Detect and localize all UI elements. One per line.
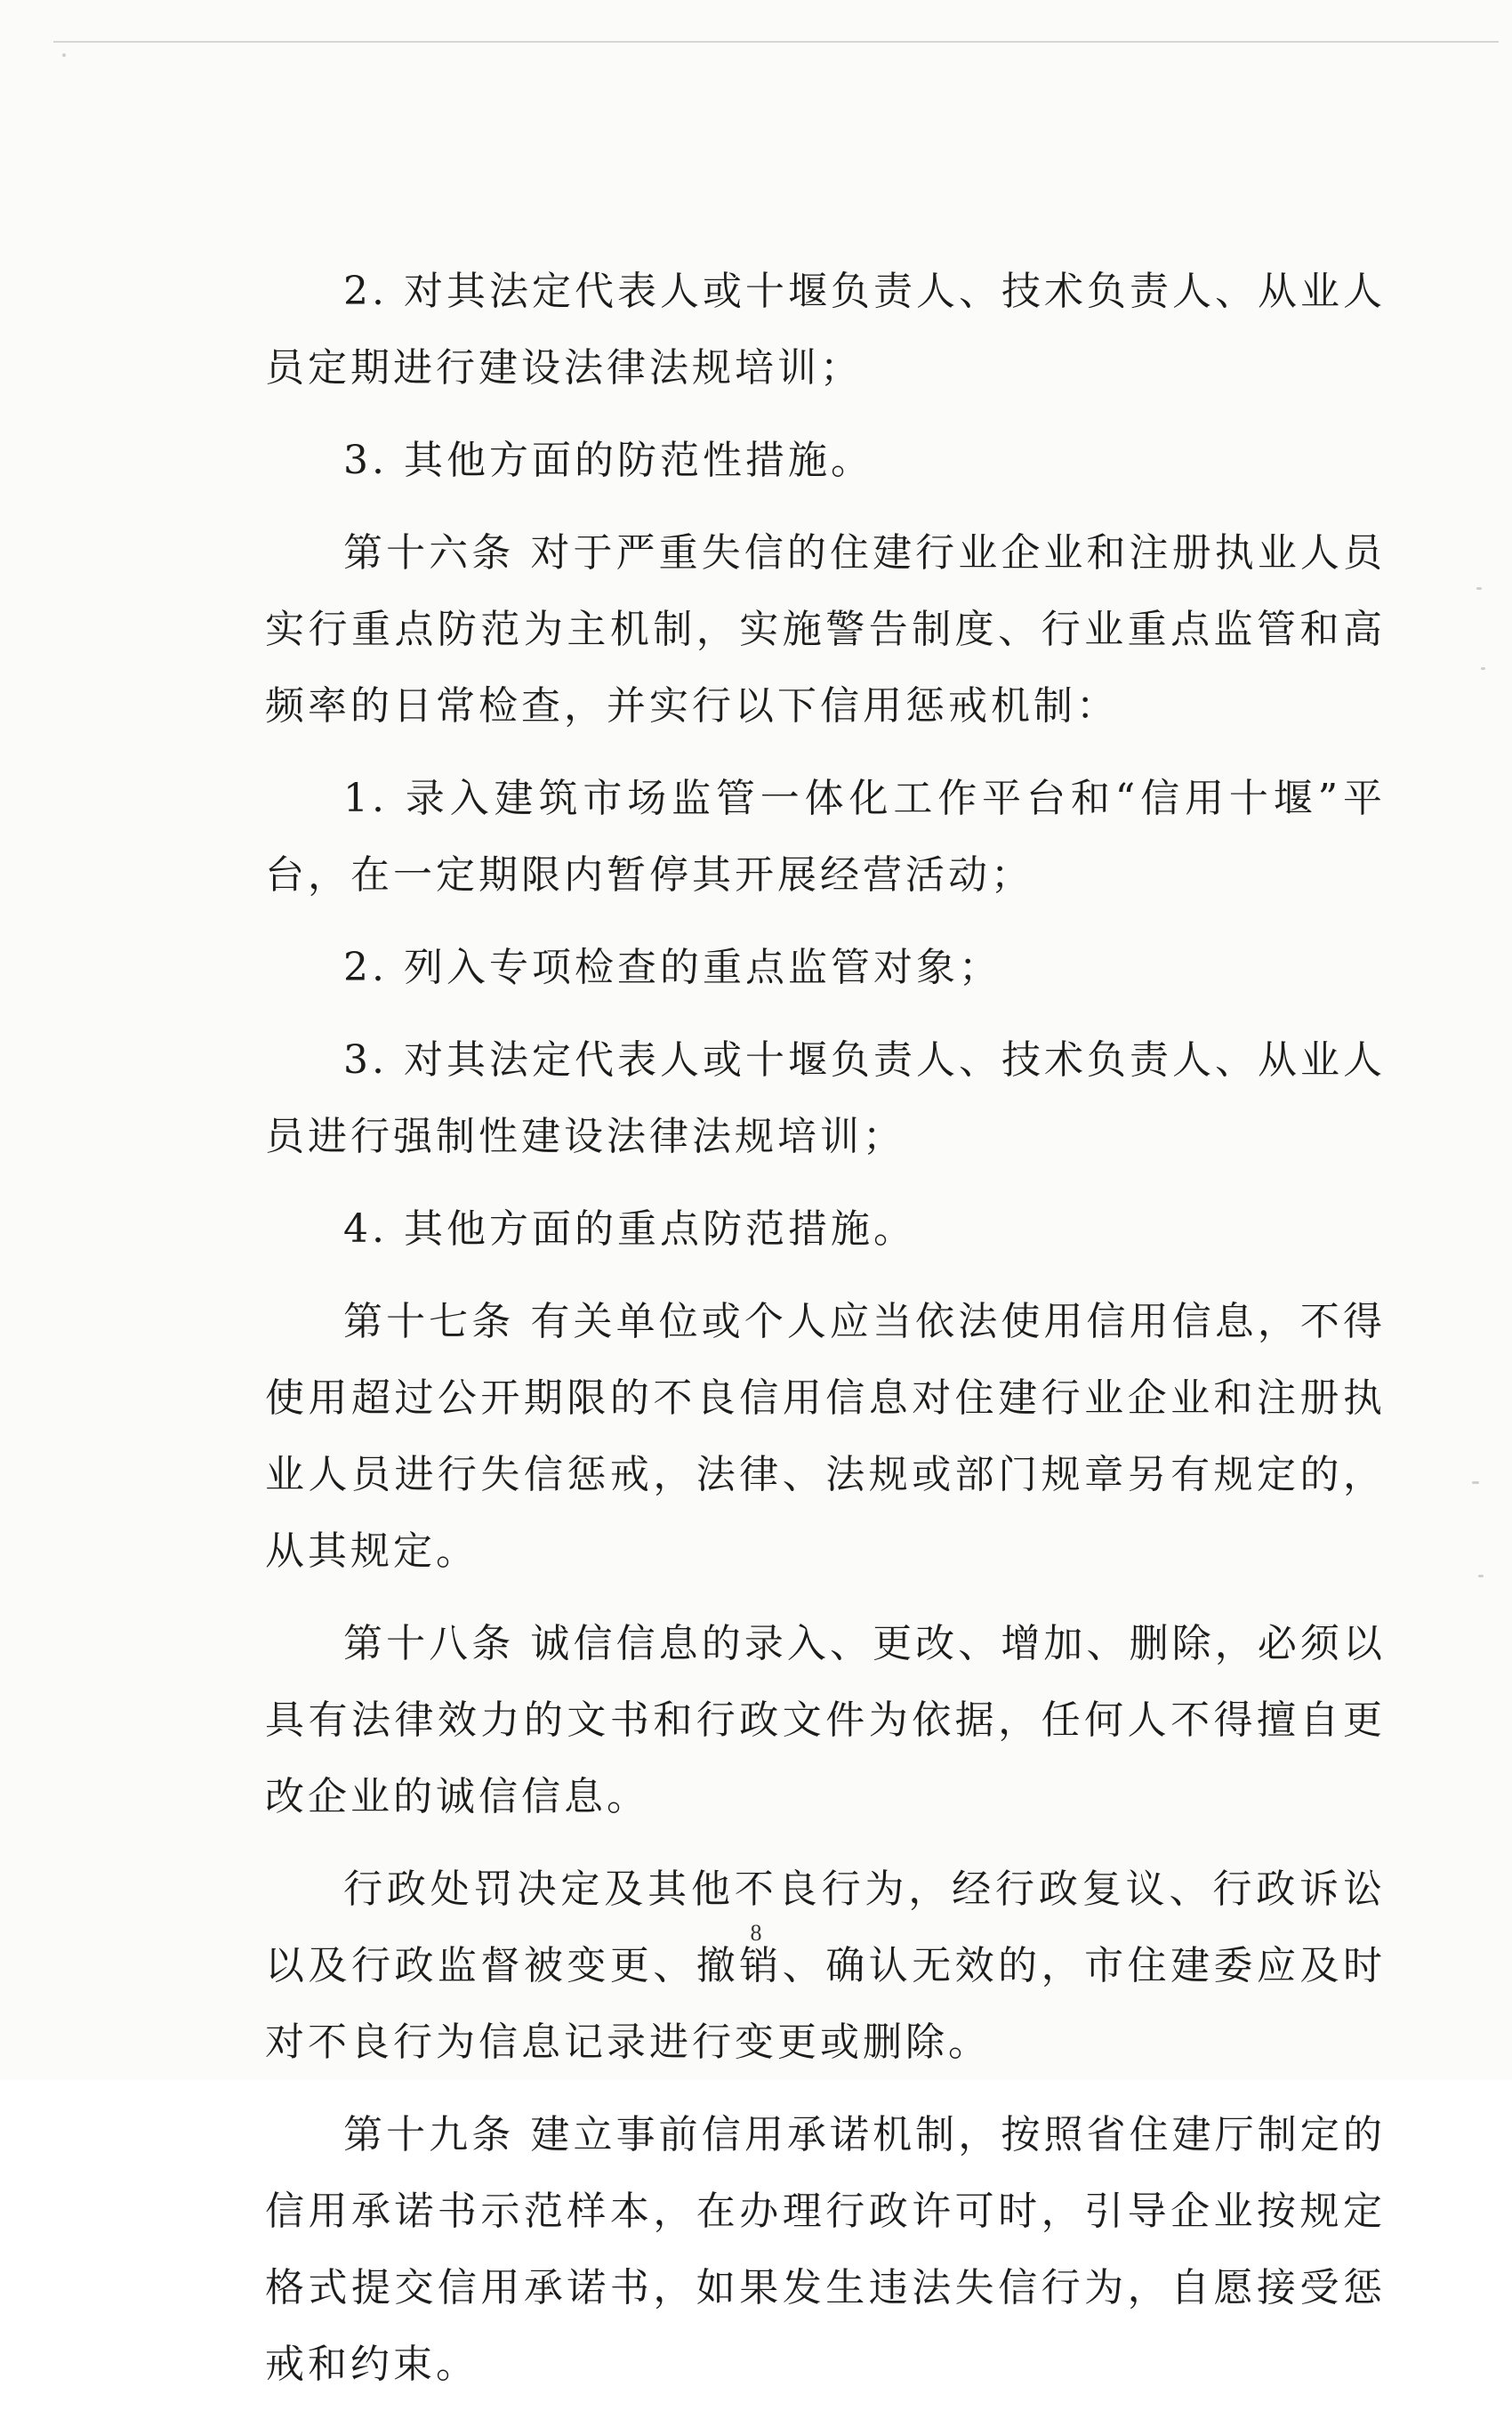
scan-speck bbox=[62, 53, 66, 57]
paragraph-article-18: 第十八条 诚信信息的录入、更改、增加、删除，必须以具有法律效力的文书和行政文件为依据，任何人不得擅自更改企业的诚信信息。 bbox=[265, 1621, 1386, 1819]
paragraph-item-1-platform-entry: 1. 录入建筑市场监管一体化工作平台和“信用十堰”平台，在一定期限内暂停其开展经营活动； bbox=[265, 776, 1386, 898]
paragraph-article-16: 第十六条 对于严重失信的住建行业企业和注册执业人员实行重点防范为主机制，实施警告制度、行业重点监管和高频率的日常检查，并实行以下信用惩戒机制： bbox=[265, 530, 1386, 729]
paragraph-item-2-special-inspection: 2. 列入专项检查的重点监管对象； bbox=[343, 945, 1001, 990]
scan-speck bbox=[1472, 1481, 1479, 1484]
paragraph-item-3-mandatory-training: 3. 对其法定代表人或十堰负责人、技术负责人、从业人员进行强制性建设法律法规培训； bbox=[265, 1037, 1386, 1159]
paragraph-administrative-penalty: 行政处罚决定及其他不良行为，经行政复议、行政诉讼以及行政监督被变更、撤销、确认无效的，市住建委应及时对不良行为信息记录进行变更或删除。 bbox=[265, 1867, 1386, 2065]
scan-speck bbox=[1481, 667, 1485, 670]
paragraph-item-3-other-preventive: 3. 其他方面的防范性措施。 bbox=[343, 438, 873, 483]
scan-speck bbox=[1478, 1575, 1484, 1577]
scan-edge-line bbox=[53, 41, 1499, 43]
paragraph-article-19: 第十九条 建立事前信用承诺机制，按照省住建厅制定的信用承诺书示范样本，在办理行政许可时，引导企业按规定格式提交信用承诺书，如果发生违法失信行为，自愿接受惩戒和约束。 bbox=[265, 2112, 1386, 2387]
document-body bbox=[265, 254, 1386, 2419]
page-number: 8 bbox=[750, 1920, 762, 1946]
scan-speck bbox=[1476, 587, 1482, 590]
paragraph-item-4-key-prevention: 4. 其他方面的重点防范措施。 bbox=[343, 1206, 916, 1252]
paragraph-item-2-regular-training: 2. 对其法定代表人或十堰负责人、技术负责人、从业人员定期进行建设法律法规培训； bbox=[265, 269, 1386, 391]
paragraph-article-17: 第十七条 有关单位或个人应当依法使用信用信息，不得使用超过公开期限的不良信用信息对住建行业企业和注册执业人员进行失信惩戒，法律、法规或部门规章另有规定的，从其规定。 bbox=[265, 1299, 1386, 1574]
